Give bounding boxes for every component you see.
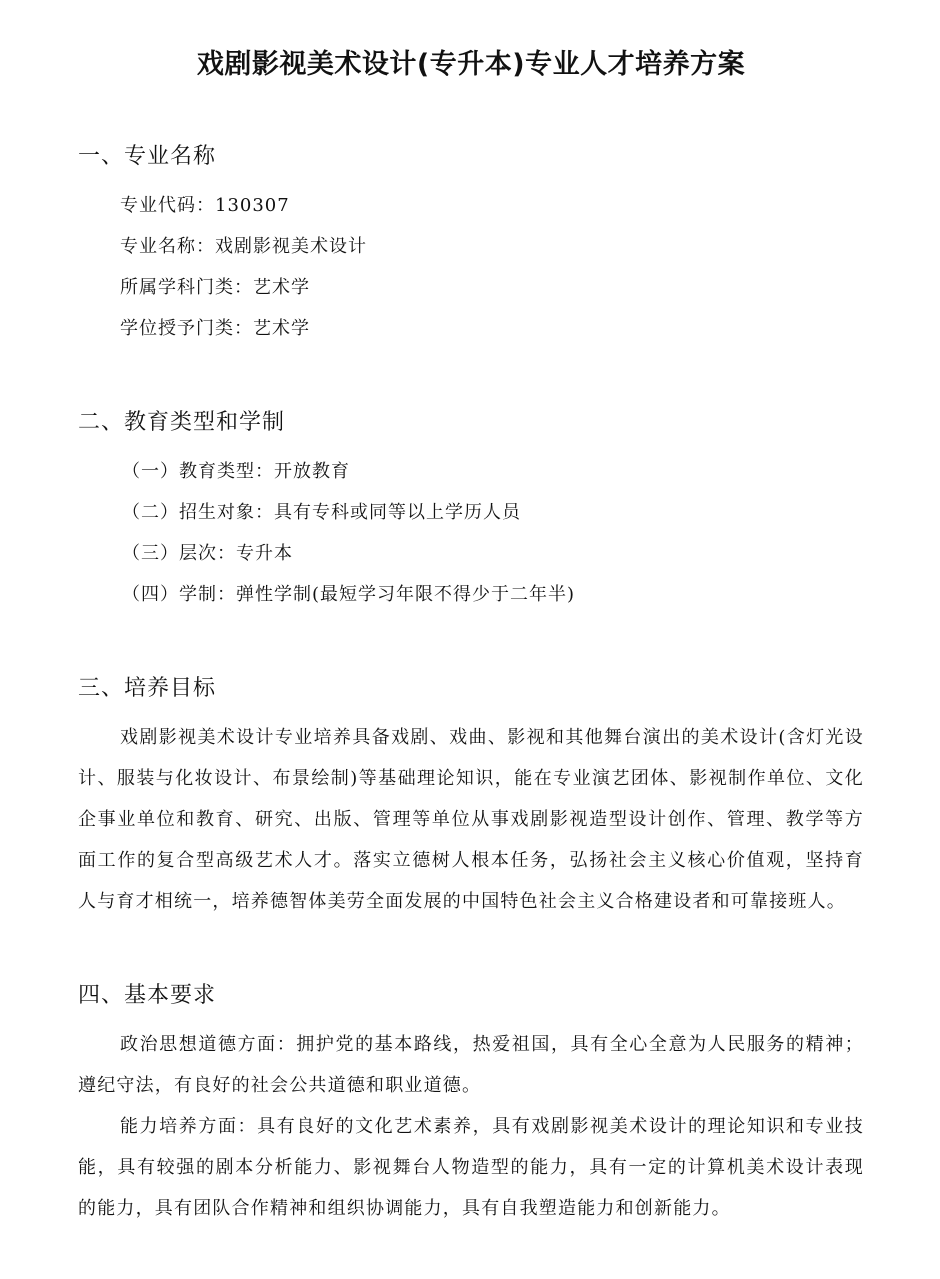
section-heading-education-type: 二、教育类型和学制 <box>78 410 286 435</box>
field-discipline-category: 所属学科门类：艺术学 <box>120 277 310 298</box>
field-major-name: 专业名称：戏剧影视美术设计 <box>120 236 367 257</box>
item-level: （三）层次：专升本 <box>122 543 293 564</box>
section-heading-training-objective: 三、培养目标 <box>78 676 217 701</box>
document-title: 戏剧影视美术设计(专升本)专业人才培养方案 <box>196 49 746 80</box>
section-heading-major-name: 一、专业名称 <box>78 144 217 169</box>
item-study-length: （四）学制：弹性学制(最短学习年限不得少于二年半) <box>122 584 576 605</box>
item-education-type: （一）教育类型：开放教育 <box>122 461 350 482</box>
basic-requirements-body <box>78 1024 864 1229</box>
section-heading-basic-requirements: 四、基本要求 <box>78 983 217 1008</box>
field-major-code: 专业代码：130307 <box>120 195 290 216</box>
paragraph-political-ethics: 政治思想道德方面：拥护党的基本路线，热爱祖国，具有全心全意为人民服务的精神；遵纪守法，有良好的社会公共道德和职业道德。 <box>78 1034 864 1096</box>
training-objective-body <box>78 717 864 922</box>
paragraph-training-objective: 戏剧影视美术设计专业培养具备戏剧、戏曲、影视和其他舞台演出的美术设计(含灯光设计、服装与化妆设计、布景绘制)等基础理论知识，能在专业演艺团体、影视制作单位、文化企事业单位和教育、研究、出版、管理等单位从事戏剧影视造型设计创作、管理、教学等方面工作的复合型高级艺术人才。落实立德树人根本任务，弘扬社会主义核心价值观，坚持育人与育才相统一，培养德智体美劳全面发展的中国特色社会主义合格建设者和可靠接班人。 <box>78 727 864 912</box>
paragraph-ability-training: 能力培养方面：具有良好的文化艺术素养，具有戏剧影视美术设计的理论知识和专业技能，具有较强的剧本分析能力、影视舞台人物造型的能力，具有一定的计算机美术设计表现的能力，具有团队合作精神和组织协调能力，具有自我塑造能力和创新能力。 <box>78 1116 864 1219</box>
education-type-list <box>78 451 864 615</box>
field-degree-category: 学位授予门类：艺术学 <box>120 318 310 339</box>
major-info-list <box>78 185 864 349</box>
item-enrollment-target: （二）招生对象：具有专科或同等以上学历人员 <box>122 502 521 523</box>
